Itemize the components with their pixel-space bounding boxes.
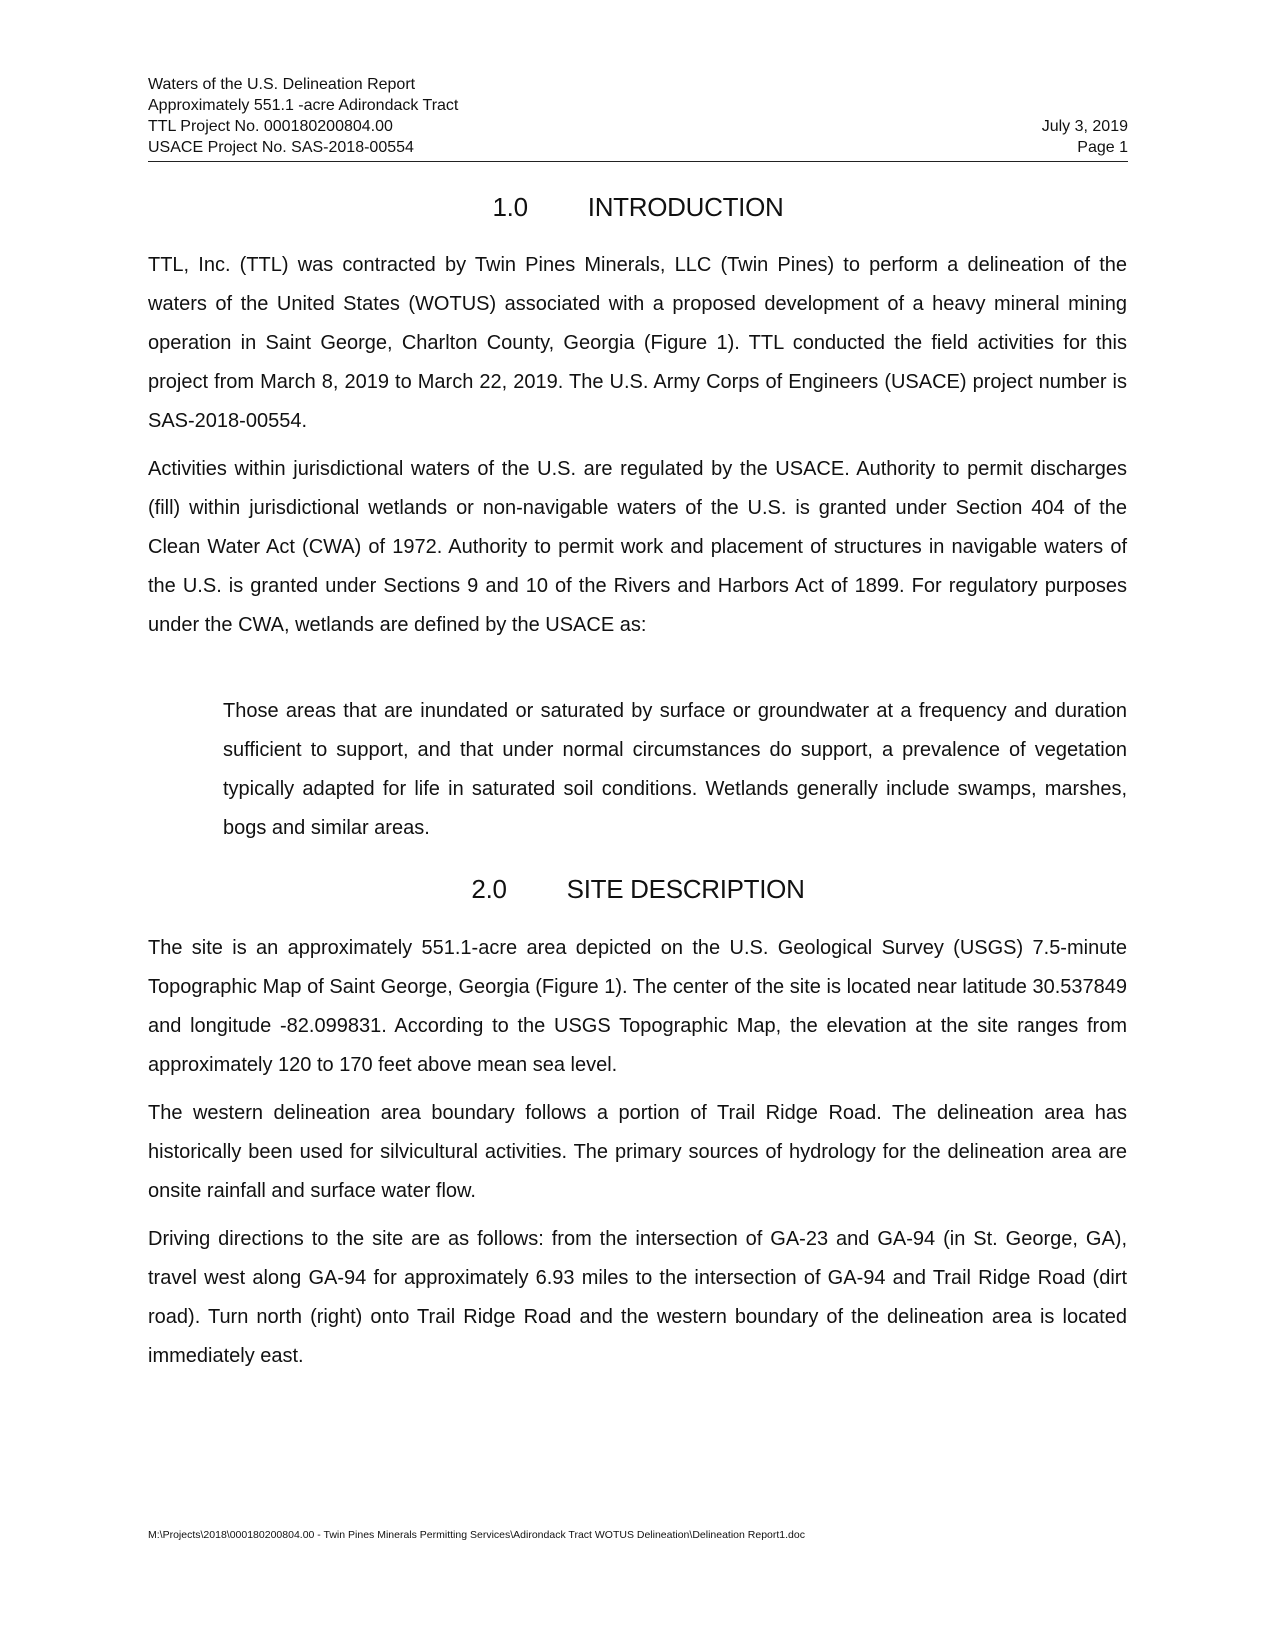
header-page-number: Page 1 <box>1077 139 1128 156</box>
header-row-1 <box>148 74 1128 95</box>
section-number: 2.0 <box>471 874 507 904</box>
header-tract-name: Approximately 551.1 -acre Adirondack Tract <box>148 97 459 114</box>
section-heading-introduction <box>148 191 1128 223</box>
intro-paragraph-2: Activities within jurisdictional waters of the U.S. are regulated by the USACE. Authority to permit discharges (fill) within jurisdictional wetlands or non-navigable waters of the U.S. is granted under Section 404 of the Clean Water Act (CWA) of 1972. Authority to permit work and placement of structures in navigable waters of the U.S. is granted under Sections 9 and 10 of the Rivers and Harbors Act of 1899. For regulatory purposes under the CWA, wetlands are defined by the USACE as: <box>148 458 1127 636</box>
header-ttl-project-number: TTL Project No. 000180200804.00 <box>148 118 393 135</box>
footer-file-path: M:\Projects\2018\000180200804.00 - Twin Pines Minerals Permitting Services\Adirondack Tract WOTUS Delineation\Delineation Report1.doc <box>148 1529 805 1541</box>
intro-paragraph-1: TTL, Inc. (TTL) was contracted by Twin Pines Minerals, LLC (Twin Pines) to perform a delineation of the waters of the United States (WOTUS) associated with a proposed development of a heavy mineral mining operation in Saint George, Charlton County, Georgia (Figure 1). TTL conducted the field activities for this project from March 8, 2019 to March 22, 2019. The U.S. Army Corps of Engineers (USACE) project number is SAS-2018-00554. <box>148 254 1127 432</box>
header-usace-project-number: USACE Project No. SAS-2018-00554 <box>148 139 414 156</box>
header-report-title: Waters of the U.S. Delineation Report <box>148 76 416 93</box>
site-paragraph-1: The site is an approximately 551.1-acre area depicted on the U.S. Geological Survey (USGS) 7.5-minute Topographic Map of Saint George, Georgia (Figure 1). The center of the site is located near latitude 30.537849 and longitude -82.099831. According to the USGS Topographic Map, the elevation at the site ranges from approximately 120 to 170 feet above mean sea level. <box>148 937 1127 1076</box>
header-row-2 <box>148 95 1128 116</box>
section-title: SITE DESCRIPTION <box>566 874 805 904</box>
section-number: 1.0 <box>492 192 528 222</box>
site-paragraph-2: The western delineation area boundary follows a portion of Trail Ridge Road. The delineation area has historically been used for silvicultural activities. The primary sources of hydrology for the delineation area are onsite rainfall and surface water flow. <box>148 1102 1127 1202</box>
section-heading-site-description <box>148 873 1128 905</box>
page-header <box>148 74 1128 162</box>
wetland-definition-quote: Those areas that are inundated or saturated by surface or groundwater at a frequency and duration sufficient to support, and that under normal circumstances do support, a prevalence of vegetation typically adapted for life in saturated soil conditions. Wetlands generally include swamps, marshes, bogs and similar areas. <box>223 700 1127 839</box>
header-row-4 <box>148 137 1128 158</box>
header-row-3 <box>148 116 1128 137</box>
header-date: July 3, 2019 <box>1041 118 1128 135</box>
section-title: INTRODUCTION <box>587 192 784 222</box>
site-paragraph-3: Driving directions to the site are as follows: from the intersection of GA-23 and GA-94 (in St. George, GA), travel west along GA-94 for approximately 6.93 miles to the intersection of GA-94 and Trail Ridge Road (dirt road). Turn north (right) onto Trail Ridge Road and the western boundary of the delineation area is located immediately east. <box>148 1228 1127 1367</box>
